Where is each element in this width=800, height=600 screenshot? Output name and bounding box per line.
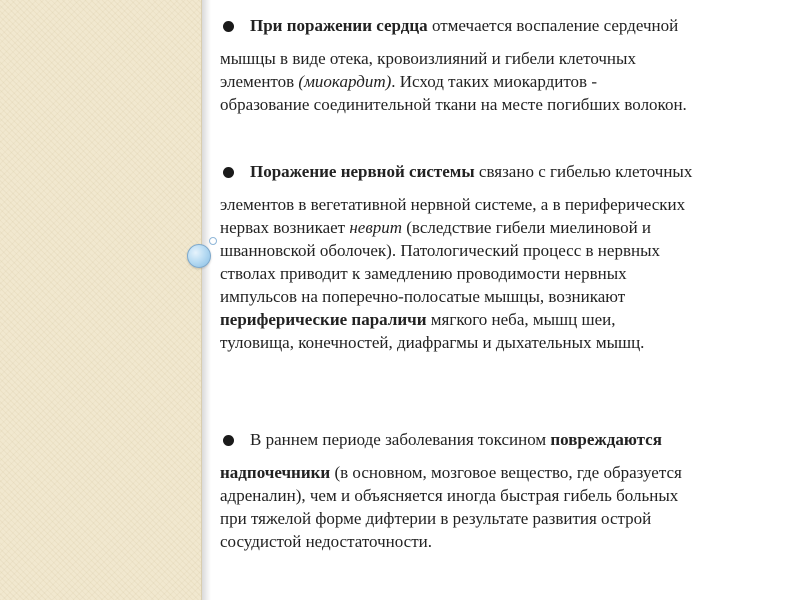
- panel-shadow: [201, 0, 211, 600]
- text-line: элементов в вегетативной нервной системе, а в периферических: [220, 195, 686, 214]
- lead-text: связано с гибелью клеточных: [474, 162, 693, 181]
- text-line: стволах приводит к замедлению проводимости нервных: [220, 264, 627, 283]
- text-line: [220, 308, 780, 331]
- paragraph-heart-body: [220, 47, 780, 116]
- text-line: [220, 70, 780, 93]
- paragraph-adrenal-lead: [220, 428, 780, 451]
- text-line: [220, 461, 780, 484]
- paragraph-nervous-system: [220, 160, 780, 354]
- small-circle-decoration-icon: [209, 237, 217, 245]
- text-line: туловища, конечностей, диафрагмы и дыхательных мышц.: [220, 333, 645, 352]
- text-line: [220, 216, 780, 239]
- text-line: адреналин), чем и объясняется иногда быстрая гибель больных: [220, 486, 679, 505]
- paragraph-nervous-body: [220, 193, 780, 354]
- lead-text: отмечается воспаление сердечной: [427, 16, 679, 35]
- term-peripheral-paralysis: периферические параличи: [220, 310, 427, 329]
- term-myocarditis: (миокардит): [298, 72, 392, 91]
- paragraph-heart: [220, 14, 780, 116]
- heading-nervous-system: Поражение нервной системы: [250, 162, 475, 181]
- text-segment: (в основном, мозговое вещество, где образуется: [330, 463, 682, 482]
- text-line: импульсов на поперечно-полосатые мышцы, возникают: [220, 287, 626, 306]
- term-damaged: повреждаются: [550, 430, 662, 449]
- text-line: образование соединительной ткани на месте погибших волокон.: [220, 95, 687, 114]
- text-line: мышцы в виде отека, кровоизлияний и гибели клеточных: [220, 49, 636, 68]
- panel-divider: [201, 0, 202, 600]
- term-adrenal-glands: надпочечники: [220, 463, 331, 482]
- paragraph-adrenal: [220, 428, 780, 553]
- bullet-icon: [223, 167, 234, 178]
- heading-heart: При поражении сердца: [250, 16, 428, 35]
- text-segment: элементов: [220, 72, 299, 91]
- text-segment: . Исход таких миокардитов -: [391, 72, 597, 91]
- text-line: шванновской оболочек). Патологический процесс в нервных: [220, 241, 660, 260]
- bullet-icon: [223, 21, 234, 32]
- lead-text: В раннем периоде заболевания токсином: [250, 430, 551, 449]
- text-segment: (вследствие гибели миелиновой и: [401, 218, 652, 237]
- bullet-icon: [223, 435, 234, 446]
- text-line: сосудистой недостаточности.: [220, 532, 433, 551]
- paragraph-nervous-lead: [220, 160, 780, 183]
- text-segment: нервах возникает: [220, 218, 350, 237]
- text-segment: мягкого неба, мышц шеи,: [426, 310, 616, 329]
- term-neuritis: неврит: [349, 218, 402, 237]
- paragraph-adrenal-body: [220, 461, 780, 553]
- blue-circle-decoration-icon: [187, 244, 211, 268]
- text-line: при тяжелой форме дифтерии в результате развития острой: [220, 509, 652, 528]
- paragraph-heart-lead: [220, 14, 780, 37]
- decorative-side-panel: [0, 0, 201, 600]
